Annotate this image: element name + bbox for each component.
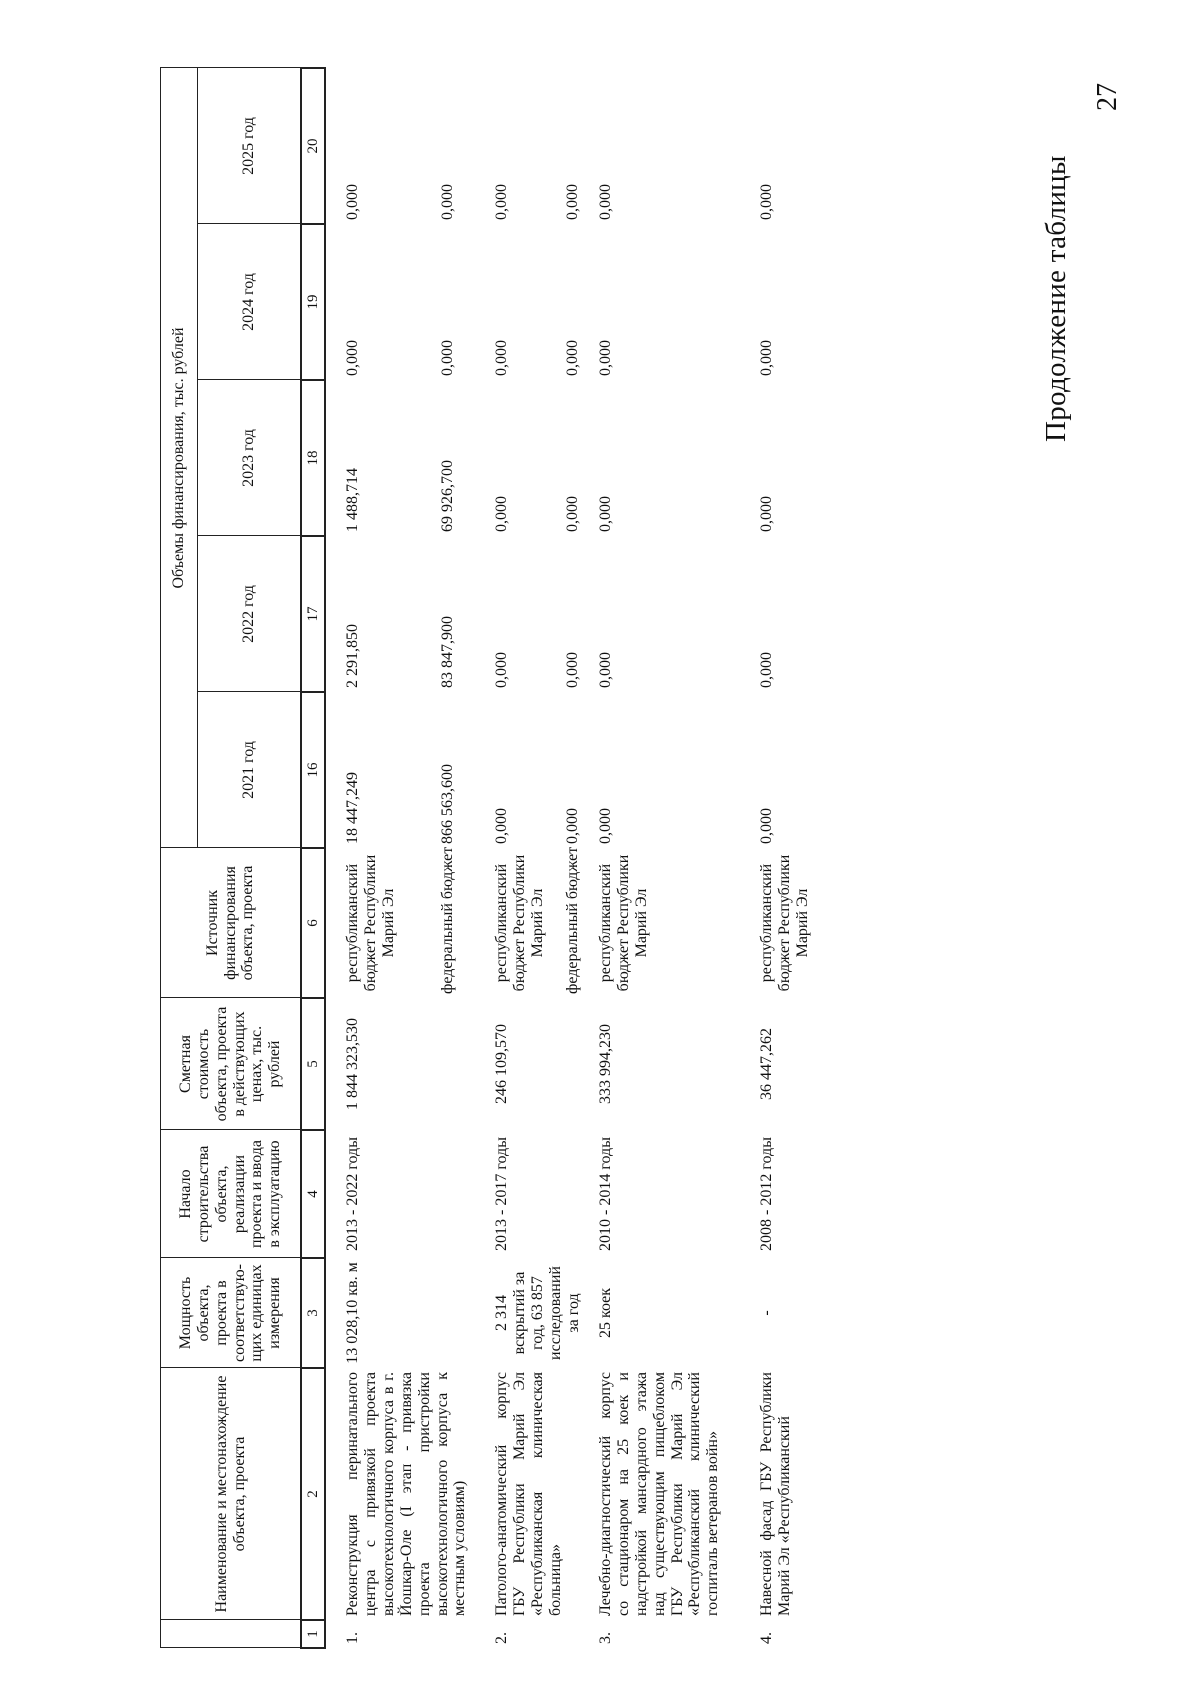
funding-value: 0,000 — [596, 808, 614, 844]
funding-value: 0,000 — [758, 808, 776, 844]
object-period: 2008 - 2012 годы — [758, 1137, 776, 1251]
funding-value: 0,000 — [439, 340, 457, 376]
funding-value: 0,000 — [563, 340, 581, 376]
object-period: 2013 - 2022 годы — [344, 1137, 361, 1251]
object-capacity: 2 314 вскрытий за год, 63 857 исследований за год — [493, 1266, 582, 1360]
column-number: 19 — [301, 224, 325, 380]
funding-source: федеральный бюджет — [563, 846, 581, 994]
page-number: 27 — [1092, 83, 1123, 111]
header-year-2022: 2022 год — [198, 536, 302, 692]
header-col-capacity: Мощность объекта, проекта в соответствую-щих единицах измерения — [161, 1258, 302, 1368]
column-number: 1 — [301, 1620, 325, 1648]
row-number: 4. — [758, 1632, 776, 1644]
object-name: Навесной фасад ГБУ Республики Марий Эл «Республиканский — [758, 1372, 794, 1616]
object-cost: 333 994,230 — [596, 1024, 614, 1104]
funding-source: республиканский бюджет Республики Марий Эл — [344, 854, 397, 992]
funding-value: 0,000 — [493, 652, 511, 688]
object-period: 2013 - 2017 годы — [493, 1137, 511, 1251]
column-number: 17 — [301, 536, 325, 692]
row-number: 3. — [596, 1632, 614, 1644]
header-col-name: Наименование и местонахождение объекта, проекта — [161, 1368, 302, 1620]
funding-source: республиканский бюджет Республики Марий Эл — [493, 854, 547, 992]
column-number: 20 — [301, 68, 325, 224]
table-caption: Продолжение таблицы — [1040, 155, 1072, 442]
object-name: Лечебно-диагностический корпус со стационаром на 25 коек и надстройкой мансардного этажа над существующим пищеблоком ГБУ Республики Марий Эл «Республиканский клинический госпиталь ветеранов войн» — [596, 1372, 722, 1616]
funding-value: 0,000 — [493, 496, 511, 532]
column-number: 6 — [301, 848, 325, 998]
object-name: Патолого-анатомический корпус ГБУ Республики Марий Эл «Республиканская клиническая больница» — [493, 1372, 565, 1616]
funding-value: 0,000 — [493, 340, 511, 376]
column-number: 5 — [301, 998, 325, 1130]
funding-source: республиканский бюджет Республики Марий Эл — [758, 854, 812, 992]
table-row — [583, 68, 722, 1648]
funding-source: федеральный бюджет — [439, 846, 457, 994]
header-col-cost: Сметная стоимость объекта, проекта в действующих ценах, тыс. рублей — [161, 998, 302, 1130]
funding-value: 0,000 — [563, 184, 581, 220]
object-capacity: 25 коек — [596, 1287, 614, 1339]
funding-value: 0,000 — [563, 496, 581, 532]
header-col-1 — [161, 1620, 302, 1648]
funding-value: 0,000 — [596, 184, 614, 220]
column-number: 3 — [301, 1258, 325, 1368]
funding-value: 0,000 — [596, 496, 614, 532]
funding-value: 866 563,600 — [439, 764, 457, 844]
column-number: 2 — [301, 1368, 325, 1620]
funding-value: 0,000 — [563, 808, 581, 844]
funding-value: 0,000 — [758, 652, 776, 688]
header-col-period: Начало строительства объекта, реализации проекта и ввода в эксплуатацию — [161, 1130, 302, 1258]
table-row — [325, 68, 425, 1648]
column-number: 16 — [301, 692, 325, 848]
funding-value: 0,000 — [439, 184, 457, 220]
column-number: 18 — [301, 380, 325, 536]
header-year-2021: 2021 год — [198, 692, 302, 848]
table-row — [722, 68, 812, 1648]
header-year-2024: 2024 год — [198, 224, 302, 380]
header-funding-group: Объемы финансирования, тыс. рублей — [161, 68, 198, 848]
funding-source: республиканский бюджет Республики Марий Эл — [596, 854, 650, 992]
header-year-2025: 2025 год — [198, 68, 302, 224]
funding-value: 0,000 — [758, 340, 776, 376]
header-year-2023: 2023 год — [198, 380, 302, 536]
funding-value: 0,000 — [758, 184, 776, 220]
funding-value: 0,000 — [344, 184, 361, 220]
object-period: 2010 - 2014 годы — [596, 1137, 614, 1251]
row-number: 2. — [493, 1632, 511, 1644]
column-number-row — [301, 68, 325, 1648]
object-cost: 1 844 323,530 — [344, 1018, 361, 1110]
funding-value: 0,000 — [596, 652, 614, 688]
funding-value: 0,000 — [344, 340, 361, 376]
header-row-top — [161, 68, 198, 1648]
column-number: 4 — [301, 1130, 325, 1258]
funding-value: 18 447,249 — [344, 772, 361, 844]
object-cost: 246 109,570 — [493, 1024, 511, 1104]
header-col-source: Источник финансирования объекта, проекта — [161, 848, 302, 998]
funding-value: 2 291,850 — [344, 624, 361, 688]
funding-value: 1 488,714 — [344, 468, 361, 532]
object-cost: 36 447,262 — [758, 1028, 776, 1100]
funding-value: 83 847,900 — [439, 616, 457, 688]
funding-value: 69 926,700 — [439, 460, 457, 532]
object-capacity: - — [758, 1310, 776, 1316]
object-name: Реконструкция перинатального центра с привязкой проекта высокотехнологичного корпуса в г. Йошкар-Оле (I этап - привязка проекта пристройки высокотехнологичного корпуса к местным условиям) — [344, 1372, 469, 1616]
funding-value: 0,000 — [596, 340, 614, 376]
table-row — [469, 68, 549, 1648]
funding-value: 0,000 — [563, 652, 581, 688]
row-number: 1. — [344, 1632, 361, 1644]
funding-value: 0,000 — [493, 808, 511, 844]
funding-value: 0,000 — [758, 496, 776, 532]
object-capacity: 13 028,10 кв. м — [344, 1262, 361, 1364]
funding-value: 0,000 — [493, 184, 511, 220]
financing-table — [160, 67, 812, 1649]
